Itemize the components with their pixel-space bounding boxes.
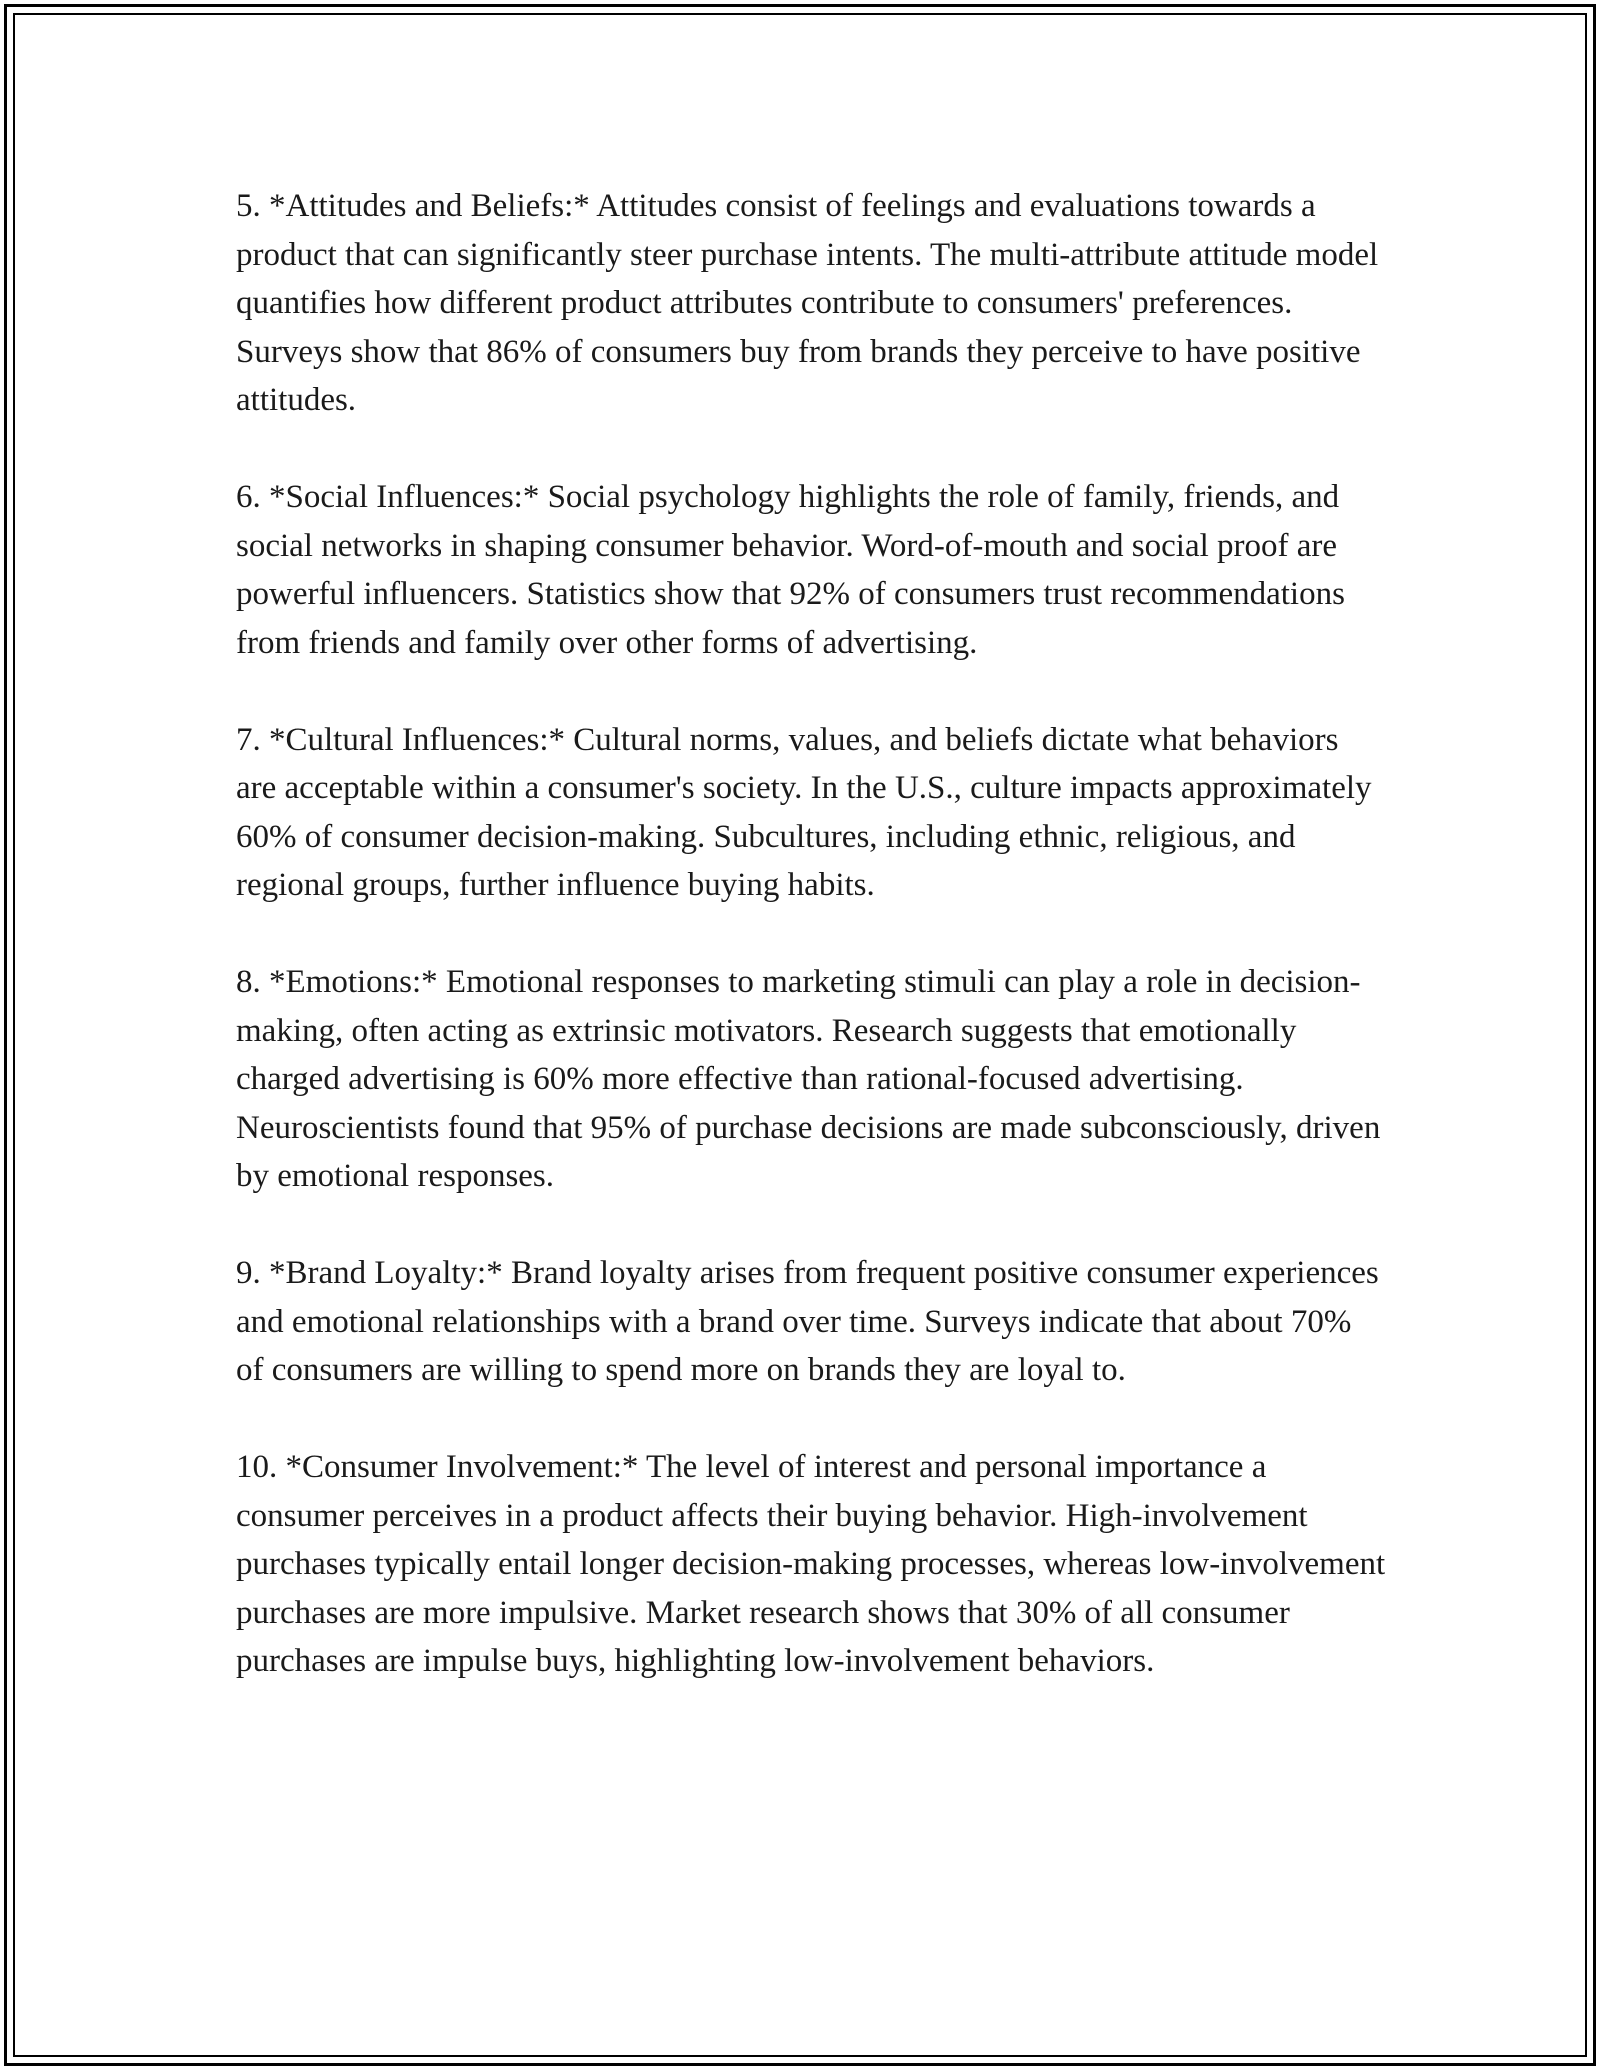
paragraph-cultural-influences: 7. *Cultural Influences:* Cultural norms, values, and beliefs dictate what behaviors are acceptable within a consumer's society. In the U.S., culture impacts approximately 60% of consumer decision-making. Subcultures, including ethnic, religious, and regional groups, further influence buying habits. — [236, 721, 1372, 903]
paragraph-attitudes-and-beliefs: 5. *Attitudes and Beliefs:* Attitudes consist of feelings and evaluations towards a product that can significantly steer purchase intents. The multi-attribute attitude model quantifies how different product attributes contribute to consumers' preferences. Surveys show that 86% of consumers buy from brands they perceive to have positive attitudes. — [236, 188, 1379, 418]
paragraph-social-influences: 6. *Social Influences:* Social psychology highlights the role of family, friends, and social networks in shaping consumer behavior. Word-of-mouth and social proof are powerful influencers. Statistics show that 92% of consumers trust recommendations from friends and family over other forms of advertising. — [236, 479, 1345, 661]
document-body — [236, 182, 1386, 1734]
paragraph-brand-loyalty: 9. *Brand Loyalty:* Brand loyalty arises from frequent positive consumer experiences and emotional relationships with a brand over time. Surveys indicate that about 70% of consumers are willing to spend more on brands they are loyal to. — [236, 1255, 1379, 1388]
paragraph-emotions: 8. *Emotions:* Emotional responses to marketing stimuli can play a role in decision-making, often acting as extrinsic motivators. Research suggests that emotionally charged advertising is 60% more effective than rational-focused advertising. Neuroscientists found that 95% of purchase decisions are made subconsciously, driven by emotional responses. — [236, 964, 1381, 1194]
paragraph-consumer-involvement: 10. *Consumer Involvement:* The level of interest and personal importance a consumer perceives in a product affects their buying behavior. High-involvement purchases typically entail longer decision-making processes, whereas low-involvement purchases are more impulsive. Market research shows that 30% of all consumer purchases are impulse buys, highlighting low-involvement behaviors. — [236, 1449, 1386, 1679]
